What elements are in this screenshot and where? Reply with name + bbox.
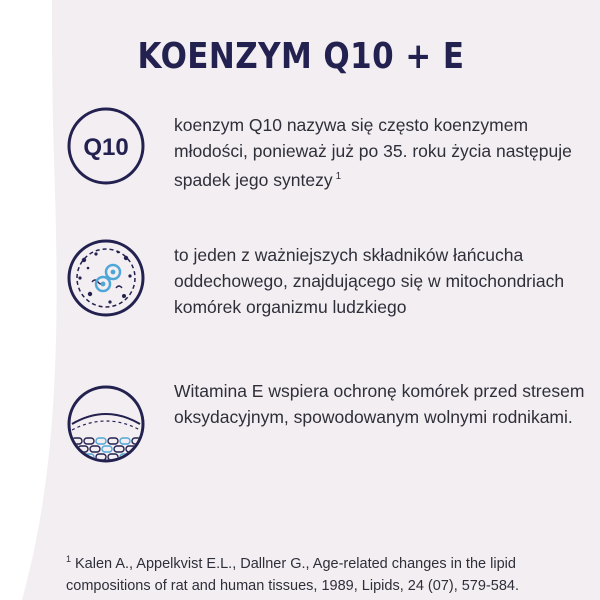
page-title: KOENZYM Q10 + E [137,36,465,77]
feature-text-respiratory-chain: to jeden z ważniejszych składników łańcucha oddechowego, znajdującego się w mitochondriach komórek organizmu ludzkiego [174,245,565,317]
cell-molecule-icon [66,238,146,318]
feature-text-q10 [174,112,594,193]
footnote-mark: 1 [66,554,72,564]
footnote [66,548,586,597]
footnote-reference: 1 [335,171,342,182]
feature-text-vitamin-e: Witamina E wspiera ochronę komórek przed stresem oksydacyjnym, spowodowanym wolnymi rodnikami. [174,381,585,427]
q10-badge-label: Q10 [83,134,129,161]
cell-layer-shield-icon [66,384,146,464]
footnote-text: Kalen A., Appelkvist E.L., Dallner G., Age-related changes in the lipid compositions of rat and human tissues, 1989, Lipids, 24 (07), 579-584. [66,556,519,594]
feature-text: koenzym Q10 nazywa się często koenzymem młodości, ponieważ już po 35. roku życia następuje spadek jego syntezy [174,115,572,190]
q10-badge-icon [66,106,146,186]
